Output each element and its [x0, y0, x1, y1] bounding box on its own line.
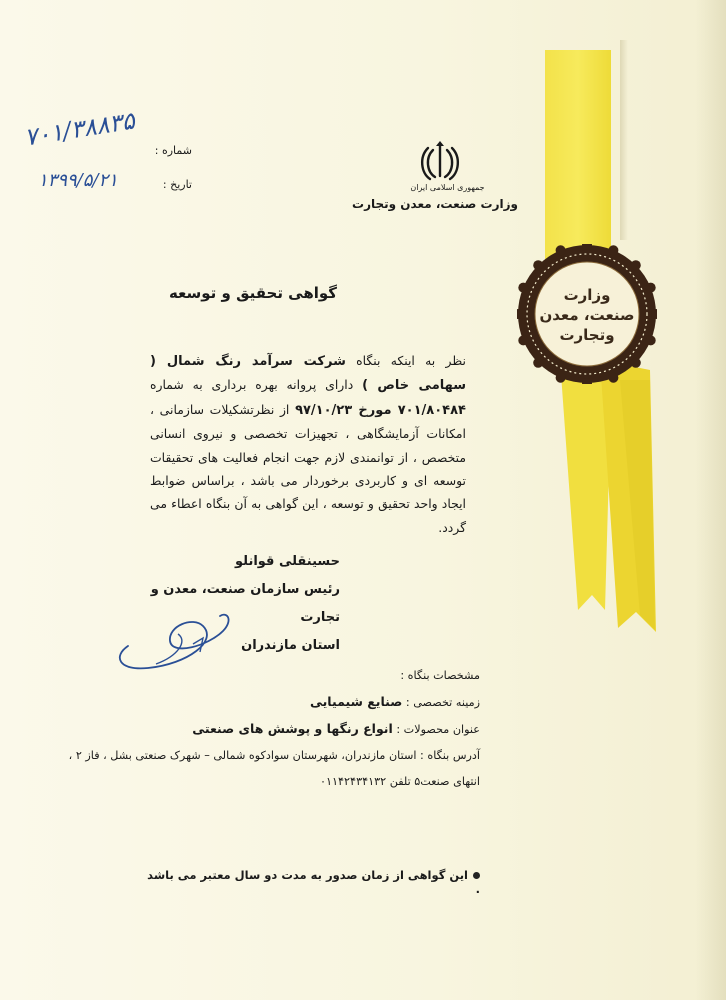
- products-label: عنوان محصولات :: [396, 723, 480, 736]
- seal-text: [530, 285, 644, 345]
- seal-line-2: صنعت، معدن: [539, 306, 635, 324]
- iran-emblem-icon: [418, 140, 462, 182]
- bullet-icon: [473, 872, 480, 879]
- signer-name: حسینقلی قوانلو: [234, 554, 340, 569]
- license-number: ۷۰۱/۸۰۴۸۴ مورخ ۹۷/۱۰/۲۳: [295, 402, 466, 418]
- date-label: تاریخ :: [162, 178, 192, 191]
- company-name: شرکت سرآمد رنگ شمال ( سهامی خاص ): [150, 354, 466, 394]
- signer-province: استان مازندران: [241, 638, 340, 653]
- certificate-title: گواهی تحقیق و توسعه: [168, 284, 338, 302]
- address-label: آدرس بنگاه :: [420, 749, 480, 762]
- phone-value: ۰۱۱۴۲۴۳۴۱۳۲: [320, 775, 387, 788]
- signer-position: رئیس سازمان صنعت، معدن و تجارت: [150, 582, 340, 625]
- body-text: از نظرتشکیلات سازمانی ، امکانات آزمایشگاهی ، تجهیزات تخصصی و نیروی انسانی متخصص ، از توانمندی لازم جهت انجام فعالیت های تحقیقات توسعه ای و کاربردی برخوردار می باشد ، براساس ضوابط ایجاد واحد تحقیق و توسعه ، این گواهی به آن بنگاه اعطاء می گردد.: [150, 401, 466, 535]
- number-label: شماره :: [154, 144, 192, 157]
- certificate-body: [150, 349, 466, 539]
- field-value: صنایع شیمیایی: [309, 694, 403, 709]
- phone-label: تلفن: [389, 775, 411, 788]
- handwritten-number: ۷۰۱/۳۸۸۳۵: [22, 106, 137, 152]
- company-specs: [60, 663, 480, 795]
- body-license-intro: دارای پروانه بهره برداری به شماره: [150, 377, 354, 393]
- government-label: جمهوری اسلامی ایران: [410, 183, 485, 192]
- address-value: استان مازندران، شهرستان سوادکوه شمالی – شهرک صنعتی بشل ، فاز ۲ ، انتهای صنعت۵: [68, 749, 480, 788]
- handwritten-date: ۱۳۹۹/۵/۲۱: [38, 170, 118, 191]
- specs-field-row: [60, 689, 480, 716]
- body-intro: نظر به اینکه بنگاه: [356, 353, 466, 368]
- field-label: زمینه تخصصی :: [405, 696, 480, 709]
- seal-line-3: وتجارت: [559, 326, 615, 344]
- seal-line-1: وزارت: [563, 286, 611, 304]
- specs-address-row: [60, 743, 480, 795]
- paper-edge-shadow: [696, 0, 726, 1000]
- ribbon-shadow: [620, 40, 628, 240]
- validity-note: [140, 868, 480, 896]
- validity-text: این گواهی از زمان صدور به مدت دو سال معتبر می باشد .: [147, 868, 480, 896]
- specs-heading: مشخصات بنگاه :: [400, 669, 480, 682]
- products-value: انواع رنگها و پوشش های صنعتی: [192, 721, 393, 736]
- specs-products-row: [60, 716, 480, 743]
- ministry-name: وزارت صنعت، معدن وتجارت: [352, 197, 518, 211]
